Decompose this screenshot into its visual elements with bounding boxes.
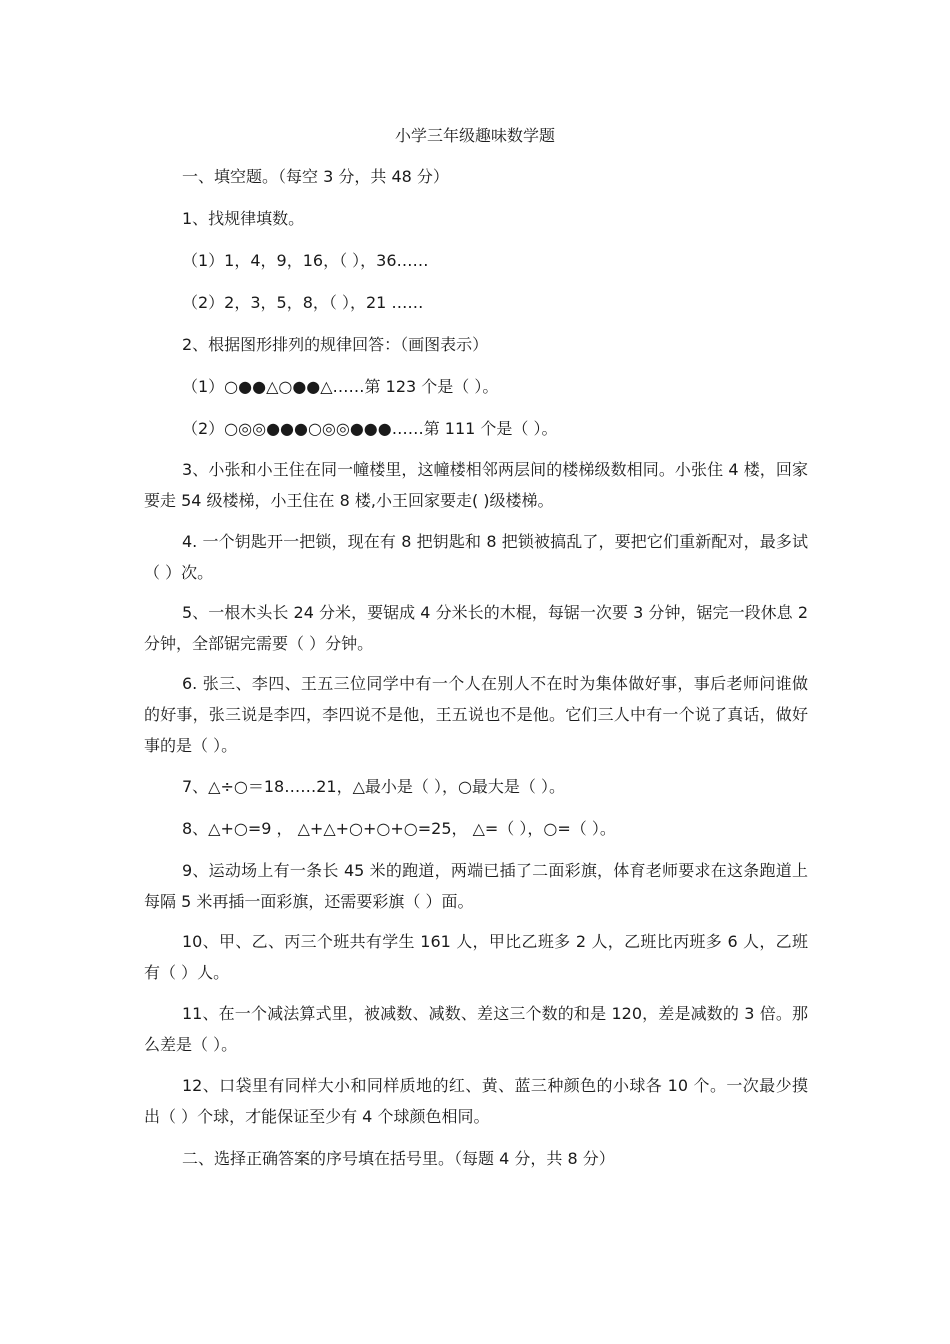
- document-title: 小学三年级趣味数学题: [394, 126, 555, 145]
- question-1-part-1: （1）1，4，9，16，（ ），36……: [182, 251, 429, 270]
- question-2-part-1: （1）○●●△○●●△……第 123 个是（ ）。: [182, 377, 499, 396]
- question-1-stem: 1、找规律填数。: [182, 209, 305, 228]
- question-9: 9、运动场上有一条长 45 米的跑道，两端已插了二面彩旗，体育老师要求在这条跑道上每隔 5 米再插一面彩旗，还需要彩旗（ ）面。: [144, 861, 808, 911]
- question-6: 6. 张三、李四、王五三位同学中有一个人在别人不在时为集体做好事，事后老师问谁做的好事，张三说是李四，李四说不是他，王五说也不是他。它们三人中有一个说了真话，做好事的是（ ）。: [144, 674, 808, 755]
- question-10: 10、甲、乙、丙三个班共有学生 161 人，甲比乙班多 2 人，乙班比丙班多 6 人，乙班有（ ）人。: [144, 932, 808, 982]
- section-2-heading: 二、选择正确答案的序号填在括号里。（每题 4 分，共 8 分）: [182, 1149, 615, 1168]
- question-5: 5、一根木头长 24 分米，要锯成 4 分米长的木棍，每锯一次要 3 分钟，锯完一段休息 2 分钟，全部锯完需要（ ）分钟。: [144, 603, 808, 653]
- question-2-part-2: （2）○◎◎●●●○◎◎●●●……第 111 个是（ ）。: [182, 419, 558, 438]
- question-11: 11、在一个减法算式里，被减数、减数、差这三个数的和是 120，差是减数的 3 倍。那么差是（ ）。: [144, 1004, 808, 1054]
- question-7: 7、△÷○＝18……21，△最小是（ ），○最大是（ ）。: [182, 777, 566, 796]
- question-2-stem: 2、根据图形排列的规律回答：（画图表示）: [182, 335, 489, 354]
- question-12: 12、口袋里有同样大小和同样质地的红、黄、蓝三种颜色的小球各 10 个。一次最少摸出（ ）个球，才能保证至少有 4 个球颜色相同。: [144, 1076, 808, 1126]
- section-1-heading: 一、填空题。（每空 3 分，共 48 分）: [182, 167, 449, 186]
- question-3: 3、小张和小王住在同一幢楼里，这幢楼相邻两层间的楼梯级数相同。小张住 4 楼，回家要走 54 级楼梯，小王住在 8 楼,小王回家要走( )级楼梯。: [144, 460, 808, 510]
- question-1-part-2: （2）2，3，5，8，（ ），21 ……: [182, 293, 424, 312]
- question-8: 8、△+○=9 ， △+△+○+○+○=25， △=（ ），○=（ ）。: [182, 819, 616, 838]
- question-4: 4. 一个钥匙开一把锁，现在有 8 把钥匙和 8 把锁被搞乱了，要把它们重新配对，最多试（ ）次。: [144, 532, 808, 582]
